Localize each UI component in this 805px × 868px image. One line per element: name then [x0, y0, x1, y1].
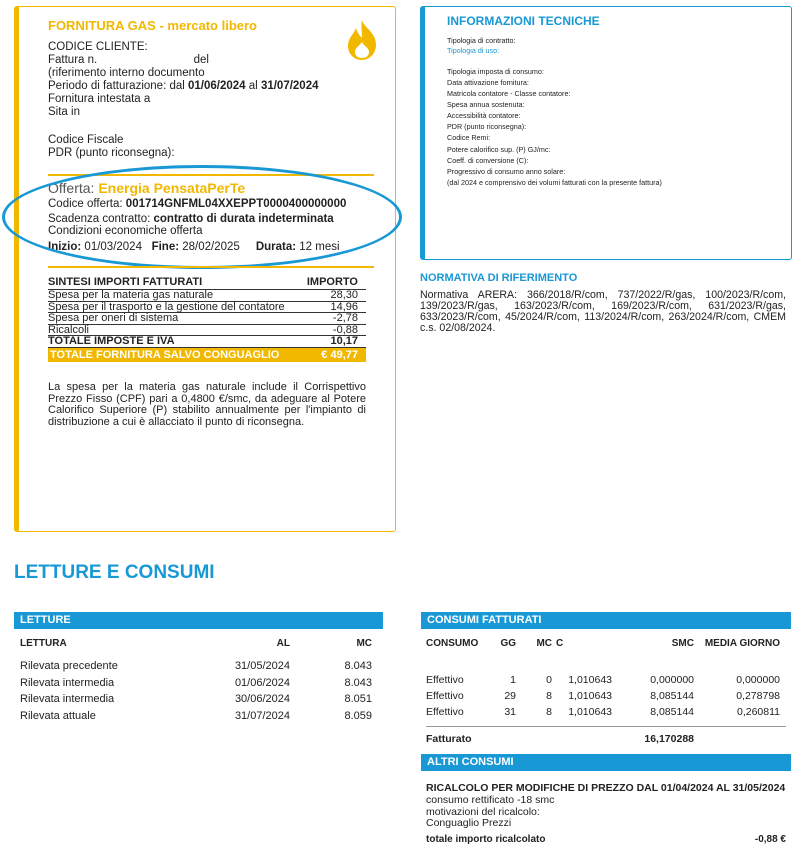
cell: 8,085144 [650, 690, 694, 702]
tipologia-contratto: Tipologia di contratto: [447, 36, 516, 45]
row-value: -0,88 [332, 323, 358, 336]
cell: 31 [504, 706, 516, 718]
cell: 8,085144 [650, 706, 694, 718]
periodo-dal: 01/06/2024 [188, 80, 246, 92]
cell: 0,000000 [736, 674, 780, 686]
fornitura-title: FORNITURA GAS - mercato libero [48, 18, 257, 33]
cell: 8 [546, 706, 552, 718]
row-label: Spesa per il trasporto e la gestione del contatore [48, 300, 285, 313]
codice-cliente: CODICE CLIENTE: [48, 41, 148, 53]
cell: 8.059 [344, 709, 372, 722]
codice-offerta-label: Codice offerta: [48, 198, 123, 210]
normativa-title: NORMATIVA DI RIFERIMENTO [420, 272, 578, 284]
cell: 8.043 [344, 660, 372, 672]
cell: 1,010643 [568, 690, 612, 702]
fatturato-row [426, 726, 786, 748]
info-line: Codice Remi: [447, 133, 491, 142]
fornitura-intestata: Fornitura intestata a [48, 93, 151, 105]
del-label: del [193, 54, 209, 66]
offerta-label: Offerta: [48, 180, 95, 196]
table-row [20, 675, 372, 692]
ricalcolo-totale-label: totale importo ricalcolato [426, 834, 546, 845]
codice-fiscale: Codice Fiscale [48, 134, 124, 146]
col-lettura: LETTURA [20, 638, 67, 649]
divider [48, 266, 374, 268]
info-line: Progressivo di consumo anno solare: [447, 167, 566, 176]
riferimento: (riferimento interno documento [48, 67, 205, 79]
cell: 8.051 [344, 693, 372, 705]
table-header [426, 634, 786, 654]
table-row [426, 688, 786, 704]
col-mc: MC [536, 638, 552, 649]
cell: 8.043 [344, 676, 372, 689]
conguaglio: Conguaglio Prezzi [426, 817, 512, 829]
offerta-name: Energia PensataPerTe [98, 180, 246, 196]
fatturato-label: Fatturato [426, 733, 472, 745]
totale-value: € 49,77 [321, 348, 358, 361]
fattura-label: Fattura n. [48, 54, 98, 66]
letture-bar: LETTURE [14, 612, 383, 629]
row-value: 14,96 [330, 300, 358, 313]
table-header [20, 634, 372, 654]
sintesi-table [48, 275, 366, 362]
codice-offerta-value: 001714GNFML04XXEPPT0000400000000 [125, 198, 347, 210]
periodo-al: 31/07/2024 [260, 80, 319, 92]
cell: 1,010643 [568, 706, 612, 718]
info-line: Accessibilità contatore: [447, 111, 521, 120]
periodo-label: Periodo di fatturazione: dal [48, 80, 185, 92]
row-label: Ricalcoli [48, 323, 89, 336]
altri-consumi-bar: ALTRI CONSUMI [421, 754, 791, 771]
importo-label: IMPORTO [306, 276, 358, 288]
cell: 1,010643 [568, 674, 612, 686]
table-row [48, 313, 366, 325]
col-consumo: CONSUMO [426, 638, 479, 649]
condizioni-economiche: Condizioni economiche offerta [48, 225, 203, 237]
cell: 0 [546, 674, 552, 686]
info-line: PDR (punto riconsegna): [447, 122, 527, 131]
consumi-bar: CONSUMI FATTURATI [421, 612, 791, 629]
section-title: LETTURE E CONSUMI [14, 562, 215, 583]
row-label: Spesa per oneri di sistema [48, 312, 179, 324]
consumo-rettificato: consumo rettificato -18 smc [426, 794, 555, 806]
fatturato-value: 16,170288 [644, 733, 694, 745]
flame-icon [342, 18, 382, 62]
info-line: Tipologia imposta di consumo: [447, 67, 544, 76]
totale-row [48, 348, 366, 362]
inizio-value: 01/03/2024 [84, 241, 142, 253]
cell: 8 [546, 690, 552, 702]
sintesi-header [48, 275, 366, 290]
durata-value: 12 mesi [299, 241, 340, 253]
col-gg: GG [500, 638, 516, 649]
row-value: 28,30 [330, 289, 358, 301]
sita-in: Sita in [48, 106, 80, 118]
scadenza-value: contratto di durata indeterminata [153, 213, 334, 225]
fine-label: Fine: [151, 241, 180, 253]
cell: 0,260811 [736, 706, 780, 718]
cell: Effettivo [426, 674, 464, 686]
consumi-table [426, 634, 786, 748]
cell: Rilevata intermedia [20, 676, 115, 689]
scadenza-label: Scadenza contratto: [48, 213, 151, 225]
tipologia-uso: Tipologia di uso: [447, 46, 500, 55]
periodo-fatturazione [48, 79, 319, 93]
periodo-al-label: al [248, 80, 258, 92]
totale-label: TOTALE FORNITURA SALVO CONGUAGLIO [50, 348, 280, 361]
table-row [20, 691, 372, 708]
ricalcolo-totale-value: -0,88 € [754, 834, 786, 845]
imposte-row [48, 336, 366, 348]
table-row [20, 708, 372, 725]
cell: 29 [504, 690, 516, 702]
cell: Rilevata attuale [20, 709, 96, 722]
imposte-value: 10,17 [330, 335, 358, 347]
info-line: Coeff. di conversione (C): [447, 156, 529, 165]
cell: 0,278798 [736, 690, 780, 702]
info-line: (dal 2024 e comprensivo dei volumi fatturati con la presente fattura) [447, 178, 662, 187]
info-line: Matricola contatore - Classe contatore: [447, 89, 571, 98]
sintesi-note: La spesa per la materia gas naturale include il Corrispettivo Prezzo Fisso (CPF) pari a 0,4800 €/smc, da adeguare al Potere Calorifico Superiore (P) stabilito annualmente per l'impianto di distribuzione a cui è allacciato il punto di riconsegna. [48, 381, 366, 428]
table-row [48, 290, 366, 302]
cell: 0,000000 [650, 674, 694, 686]
fine-value: 28/02/2025 [182, 241, 240, 253]
motivazioni: motivazioni del ricalcolo: [426, 806, 540, 818]
col-smc: SMC [671, 638, 694, 649]
table-row [426, 672, 786, 688]
normativa-text: Normativa ARERA: 366/2018/R/com, 737/2022/R/gas, 100/2023/R/com, 139/2023/R/gas, 163/2023/R/com, 169/2023/R/com, 631/2023/R/gas, 633/2023/R/com, 45/2024/R/com, 113/2024/R/com, 263/2024/R/com, CMEM c.s. 02/08/2024. [420, 289, 786, 334]
ricalcolo-title: RICALCOLO PER MODIFICHE DI PREZZO DAL 01/04/2024 AL 31/05/2024 [426, 782, 786, 794]
cell: 31/07/2024 [234, 709, 290, 722]
cell: Rilevata precedente [20, 660, 118, 672]
info-title: INFORMAZIONI TECNICHE [447, 14, 600, 28]
cell: 31/05/2024 [234, 660, 290, 672]
info-line: Potere calorifico sup. (P) GJ/mc: [447, 145, 551, 154]
table-row [426, 704, 786, 720]
cell: 1 [510, 674, 516, 686]
inizio-label: Inizio: [48, 241, 82, 253]
cell: 30/06/2024 [234, 693, 290, 705]
row-label: Spesa per la materia gas naturale [48, 289, 214, 301]
fattura-line [48, 53, 209, 67]
col-c: C [556, 638, 564, 649]
col-al: AL [276, 638, 290, 649]
col-mc: MC [356, 638, 372, 649]
imposte-label: TOTALE IMPOSTE E IVA [48, 335, 175, 347]
cell: 01/06/2024 [234, 676, 290, 689]
sintesi-title: SINTESI IMPORTI FATTURATI [48, 276, 203, 288]
cell: Effettivo [426, 690, 464, 702]
ricalcolo-totale [426, 834, 786, 845]
table-row [20, 658, 372, 675]
col-media-giorno: MEDIA GIORNO [704, 638, 780, 649]
cell: Rilevata intermedia [20, 693, 115, 705]
pdr-label: PDR (punto riconsegna): [48, 147, 175, 159]
highlight-ellipse [2, 165, 402, 269]
info-line: Data attivazione fornitura: [447, 78, 529, 87]
letture-table [20, 634, 372, 724]
cell: Effettivo [426, 706, 464, 718]
row-value: -2,78 [332, 312, 358, 324]
durata-label: Durata: [255, 241, 297, 253]
info-line: Spesa annua sostenuta: [447, 100, 525, 109]
